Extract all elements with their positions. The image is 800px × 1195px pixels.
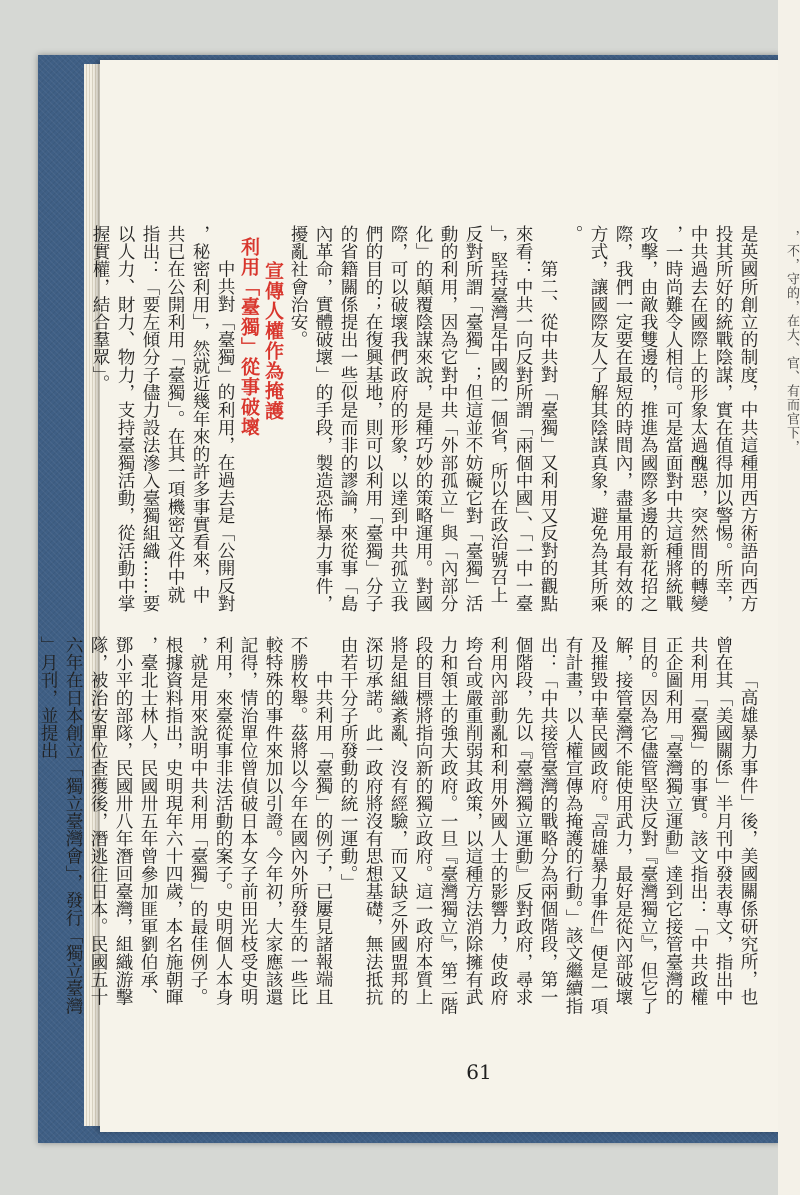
adjacent-page-edge — [778, 0, 800, 1195]
paragraph-4: 「高雄暴力事件」後，美國關係研究所，也曾在其「美國關係」半月刊中發表專文，指出中共利用「臺獨」的事實。該文指出：「中共政權正企圖利用『臺灣獨立運動』達到它接管臺灣的目的。因為它儘管堅決反對『臺灣獨立』，但它了解，接管臺灣不能使用武力，最好是從內部破壞及摧毀中華民國政府。『高雄暴力事件』便是一項有計畫，以人權宣傳為掩護的行動。」該文繼續指出：「中共接管臺灣的戰略分為兩個階段，第一個階段，先以『臺灣獨立運動』反對政府，尋求利用內部動亂和利用外國人士的影響力，使政府垮台或嚴重削弱其政策，以這種方法消除擁有武力和領土的強大政府。一旦『臺灣獨立』，第二階段的目標將指向新的獨立政府。這一政府本質上將是組織紊亂、沒有經驗，而又缺乏外國盟邦的深切承諾。此一政府將沒有思想基礎，無法抵抗由若干分子所發動的統一運動。」 — [338, 636, 758, 1015]
upper-text-block — [90, 225, 760, 617]
section-heading-line-2: 利用「臺獨」從事破壞 — [238, 237, 260, 437]
paragraph-1: 是英國所創立的制度，中共這種用西方術語向西方投其所好的統戰陰謀，實在值得加以警惕。所幸，中共過去在國際上的形象太過醜惡，突然間的轉變，一時尚難令人相信。可是當面對中共這種將統戰攻擊，由敵我雙邊的，推進為國際多邊的新花招之際，我們一定要在最短的時間內，盡量用最有效的方式，讓國際友人了解其陰謀真象，避免為其所乘。 — [563, 225, 758, 613]
page-number: 61 — [466, 1060, 492, 1084]
adjacent-page-text: ，不，守的，在大、官、有而官下， — [784, 230, 799, 454]
paragraph-3: 中共對「臺獨」的利用，在過去是「公開反對，秘密利用」，然就近幾年來的許多事實看來，中共已在公開利用「臺獨」。在其一項機密文件中就指出：「要左傾分子儘力設法滲入臺獨組織……要以人力、財力、物力，支持臺獨活動，從活動中掌握實權，結合羣眾」。 — [90, 225, 235, 613]
paragraph-2: 第二、從中共對「臺獨」又利用又反對的觀點來看：中共一向反對所謂「兩個中國」、「一中一臺」，堅持臺灣是中國的一個省，所以在政治號召上反對所謂「臺獨」；但這並不妨礙它對「臺獨」活動的利用，因為它對中共「外部孤立」與「內部分化」的顛覆陰謀來說，是種巧妙的策略運用。對國際，可以破壞我們政府的形象，以達到中共孤立我們的目的；在復興基地，則可以利用「臺獨」分子的省籍關係提出一些似是而非的謬論，來從事「島內革命，實體破壞」的手段，製造恐怖暴力事件，擾亂社會治安。 — [288, 225, 558, 613]
section-heading-line-1: 宣傳人權作為掩護 — [262, 261, 284, 421]
lower-text-block — [38, 636, 760, 1018]
paragraph-5: 中共利用「臺獨」的例子，已屢見諸報端且不勝枚舉。茲將以今年在國內外所發生的一些比較特殊的事件來加以引證。今年初，大家應該還記得，情治單位曾偵破日本女子前田光枝受史明利用，來臺從事非法活動的案子。史明個人本身，就是用來說明中共利用「臺獨」的最佳例子。根據資料指出，史明現年六十四歲，本名施朝暉，臺北士林人，民國卅五年曾參加匪軍劉伯承、鄧小平的部隊，民國卅八年潛回臺灣，組織游擊隊，被治安單位查獲後，潛逃往日本。民國五十六年在日本創立「獨立臺灣會」，發行「獨立臺灣」月刊，並提出 — [38, 636, 333, 1015]
